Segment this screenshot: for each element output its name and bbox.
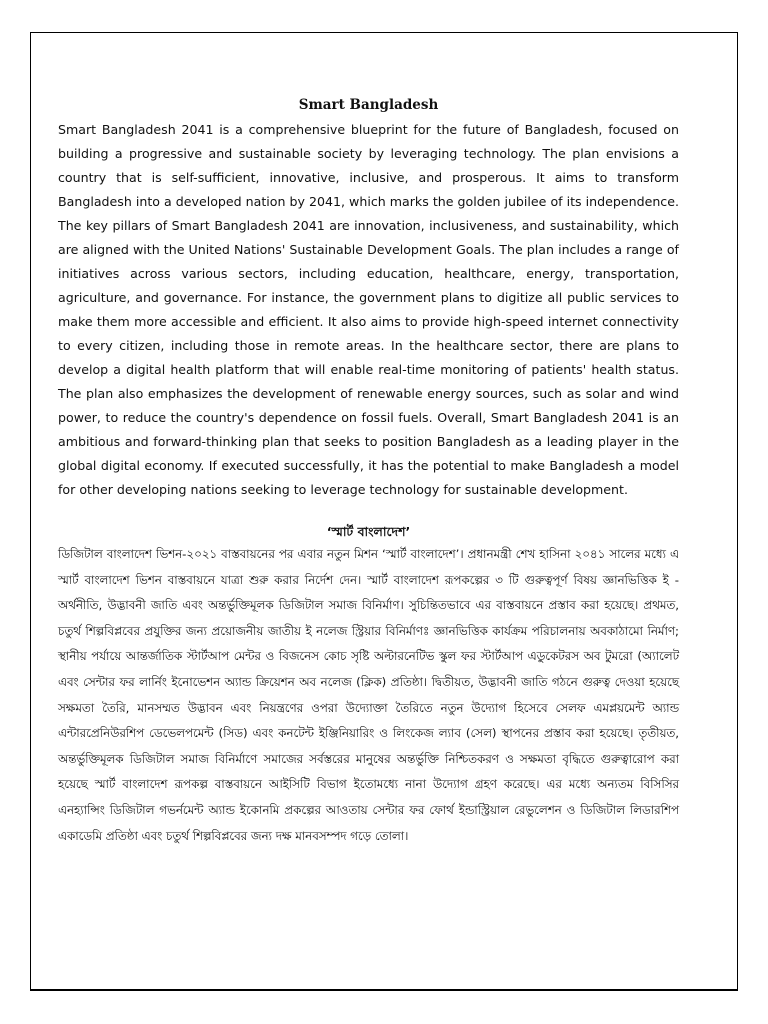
document-content xyxy=(58,95,679,849)
bangla-paragraph: ডিজিটাল বাংলাদেশ ভিশন-২০২১ বাস্তবায়নের পর এবার নতুন মিশন ‘স্মার্ট বাংলাদেশ’। প্রধানমন্ত্রী শেখ হাসিনা ২০৪১ সালের মধ্যে এ স্মার্ট বাংলাদেশ ভিশন বাস্তবায়নে যাত্রা শুরু করার নির্দেশ দেন। স্মার্ট বাংলাদেশ রূপকল্পের ৩ টি গুরুত্বপূর্ণ বিষয় জ্ঞানভিত্তিক ই - অর্থনীতি, উদ্ভাবনী জাতি এবং অন্তর্ভুক্তিমূলক ডিজিটাল সমাজ বিনির্মাণ। সুচিন্তিতভাবে এর বাস্তবায়নে প্রস্তাব করা হয়েছে। প্রথমত, চতুর্থ শিল্পবিপ্লবের প্রযুক্তির জন্য প্রয়োজনীয় জাতীয় ই নলেজ স্ট্রিয়ার বিনির্মাণঃ জ্ঞানভিত্তিক কার্যক্রম পরিচালনায় অবকাঠামো নির্মাণ; স্থানীয় পর্যায়ে আন্তর্জাতিক স্টার্টআপ মেন্টর ও বিজনেস কোচ সৃষ্টি অল্টারনেটিভ স্কুল ফর স্টার্টআপ এডুকেটরস অব টুমরো (অ্যালেট এবং সেন্টার ফর লার্নিং ইনোভেশন অ্যান্ড ক্রিয়েশন অব নলেজ (ক্লিক) প্রতিষ্ঠা। দ্বিতীয়ত, উদ্ভাবনী জাতি গঠনে গুরুত্ব দেওয়া হয়েছে সক্ষমতা তৈরি, মানসম্মত উদ্ভাবন এবং নিয়ন্ত্রণের ওপরা উদ্যোক্তা তৈরিতে নতুন উদ্যোগ হিসেবে সেলফ এমপ্লয়মেন্ট অ্যান্ড এন্টারপ্রেনিউরশিপ ডেভেলপমেন্ট (সিড) এবং কনটেন্ট ইঞ্জিনিয়ারিং ও লিংকেজ ল্যাব (সেল) স্থাপনের প্রস্তাব করা হয়েছে। তৃতীয়ত, অন্তর্ভুক্তিমূলক ডিজিটাল সমাজ বিনির্মাণে সমাজের সর্বস্তরের মানুষের অন্তর্ভুক্তি নিশ্চিতকরণ ও সক্ষমতা বৃদ্ধিতে গুরুত্বারোপ করা হয়েছে স্মার্ট বাংলাদেশ রূপকল্প বাস্তবায়নে আইসিটি বিভাগ ইতোমধ্যে নানা উদ্যোগ গ্রহণ করেছে। এর মধ্যে অন্যতম বিসিসির এনহ্যান্সিং ডিজিটাল গভর্নমেন্ট অ্যান্ড ইকোনমি প্রকল্পের আওতায় সেন্টার ফর ফোর্থ ইন্ডাস্ট্রিয়াল রেভুলেশন ও ডিজিটাল লিডারশিপ একাডেমি প্রতিষ্ঠা এবং চতুর্থ শিল্পবিপ্লবের জন্য দক্ষ মানবসম্পদ গড়ে তোলা। xyxy=(58,547,679,843)
bangla-title: ‘স্মার্ট বাংলাদেশ’ xyxy=(326,524,411,539)
english-title: Smart Bangladesh xyxy=(298,97,439,113)
english-paragraph: Smart Bangladesh 2041 is a comprehensive blueprint for the future of Bangladesh, focused on building a progressive and sustainable society by leveraging technology. The plan envisions a country that is self-sufficient, innovative, inclusive, and prosperous. It aims to transform Bangladesh into a developed nation by 2041, which marks the golden jubilee of its independence. The key pillars of Smart Bangladesh 2041 are innovation, inclusiveness, and sustainability, which are aligned with the United Nations' Sustainable Development Goals. The plan includes a range of initiatives across various sectors, including education, healthcare, energy, transportation, agriculture, and governance. For instance, the government plans to digitize all public services to make them more accessible and efficient. It also aims to provide high-speed internet connectivity to every citizen, including those in remote areas. In the healthcare sector, there are plans to develop a digital health platform that will enable real-time monitoring of patients' health status. The plan also emphasizes the development of renewable energy sources, such as solar and wind power, to reduce the country's dependence on fossil fuels. Overall, Smart Bangladesh 2041 is an ambitious and forward-thinking plan that seeks to position Bangladesh as a leading player in the global digital economy. If executed successfully, it has the potential to make Bangladesh a model for other developing nations seeking to leverage technology for sustainable development. xyxy=(58,122,679,497)
